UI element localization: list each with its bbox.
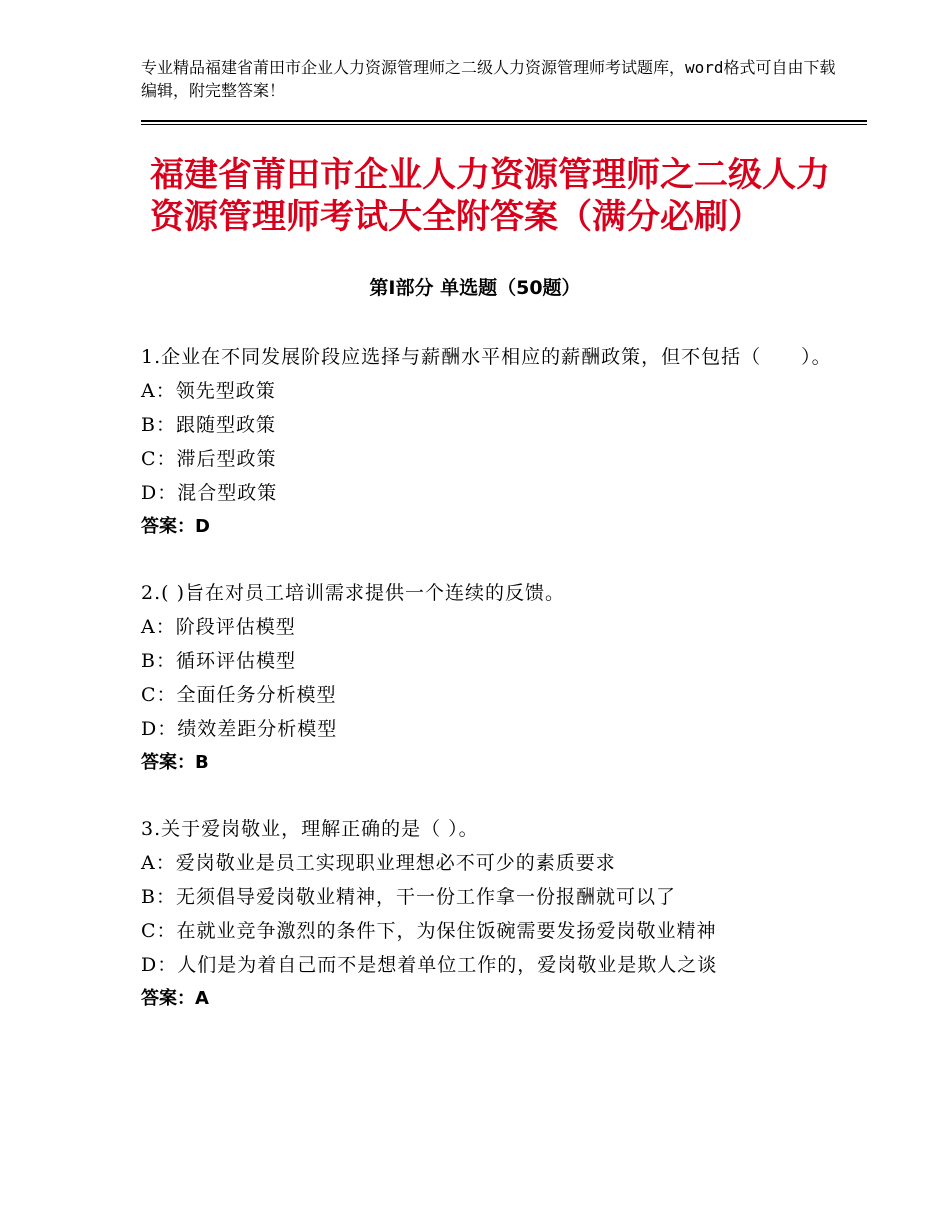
document-title: 福建省莆田市企业人力资源管理师之二级人力资源管理师考试大全附答案（满分必刷）	[150, 155, 830, 237]
question-list	[141, 340, 841, 1048]
question-stem: 1.企业在不同发展阶段应选择与薪酬水平相应的薪酬政策，但不包括（ ）。	[141, 346, 832, 368]
answer: 答案：D	[141, 516, 210, 537]
option-b: B：跟随型政策	[141, 414, 276, 436]
option-b: B：无须倡导爱岗敬业精神，干一份工作拿一份报酬就可以了	[141, 886, 676, 908]
question-1	[141, 340, 841, 544]
answer: 答案：B	[141, 752, 209, 773]
question-stem: 2.( )旨在对员工培训需求提供一个连续的反馈。	[141, 582, 565, 604]
option-d: D：混合型政策	[141, 482, 278, 504]
header-divider-thin	[141, 124, 867, 125]
header-divider	[141, 120, 867, 122]
option-a: A：领先型政策	[141, 380, 276, 402]
option-c: C：在就业竞争激烈的条件下，为保住饭碗需要发扬爱岗敬业精神	[141, 920, 717, 942]
header-note: 专业精品福建省莆田市企业人力资源管理师之二级人力资源管理师考试题库，word格式可自由下载编辑，附完整答案！	[141, 58, 836, 100]
option-c: C：全面任务分析模型	[141, 684, 337, 706]
option-a: A：阶段评估模型	[141, 616, 296, 638]
question-stem: 3.关于爱岗敬业，理解正确的是（ ）。	[141, 818, 479, 840]
question-2	[141, 576, 841, 780]
option-c: C：滞后型政策	[141, 448, 277, 470]
option-b: B：循环评估模型	[141, 650, 296, 672]
option-a: A：爱岗敬业是员工实现职业理想必不可少的素质要求	[141, 852, 616, 874]
option-d: D：绩效差距分析模型	[141, 718, 338, 740]
section-heading: 第Ⅰ部分 单选题（50题）	[369, 277, 581, 299]
answer: 答案：A	[141, 988, 209, 1009]
option-d: D：人们是为着自己而不是想着单位工作的，爱岗敬业是欺人之谈	[141, 954, 718, 976]
question-3	[141, 812, 841, 1016]
